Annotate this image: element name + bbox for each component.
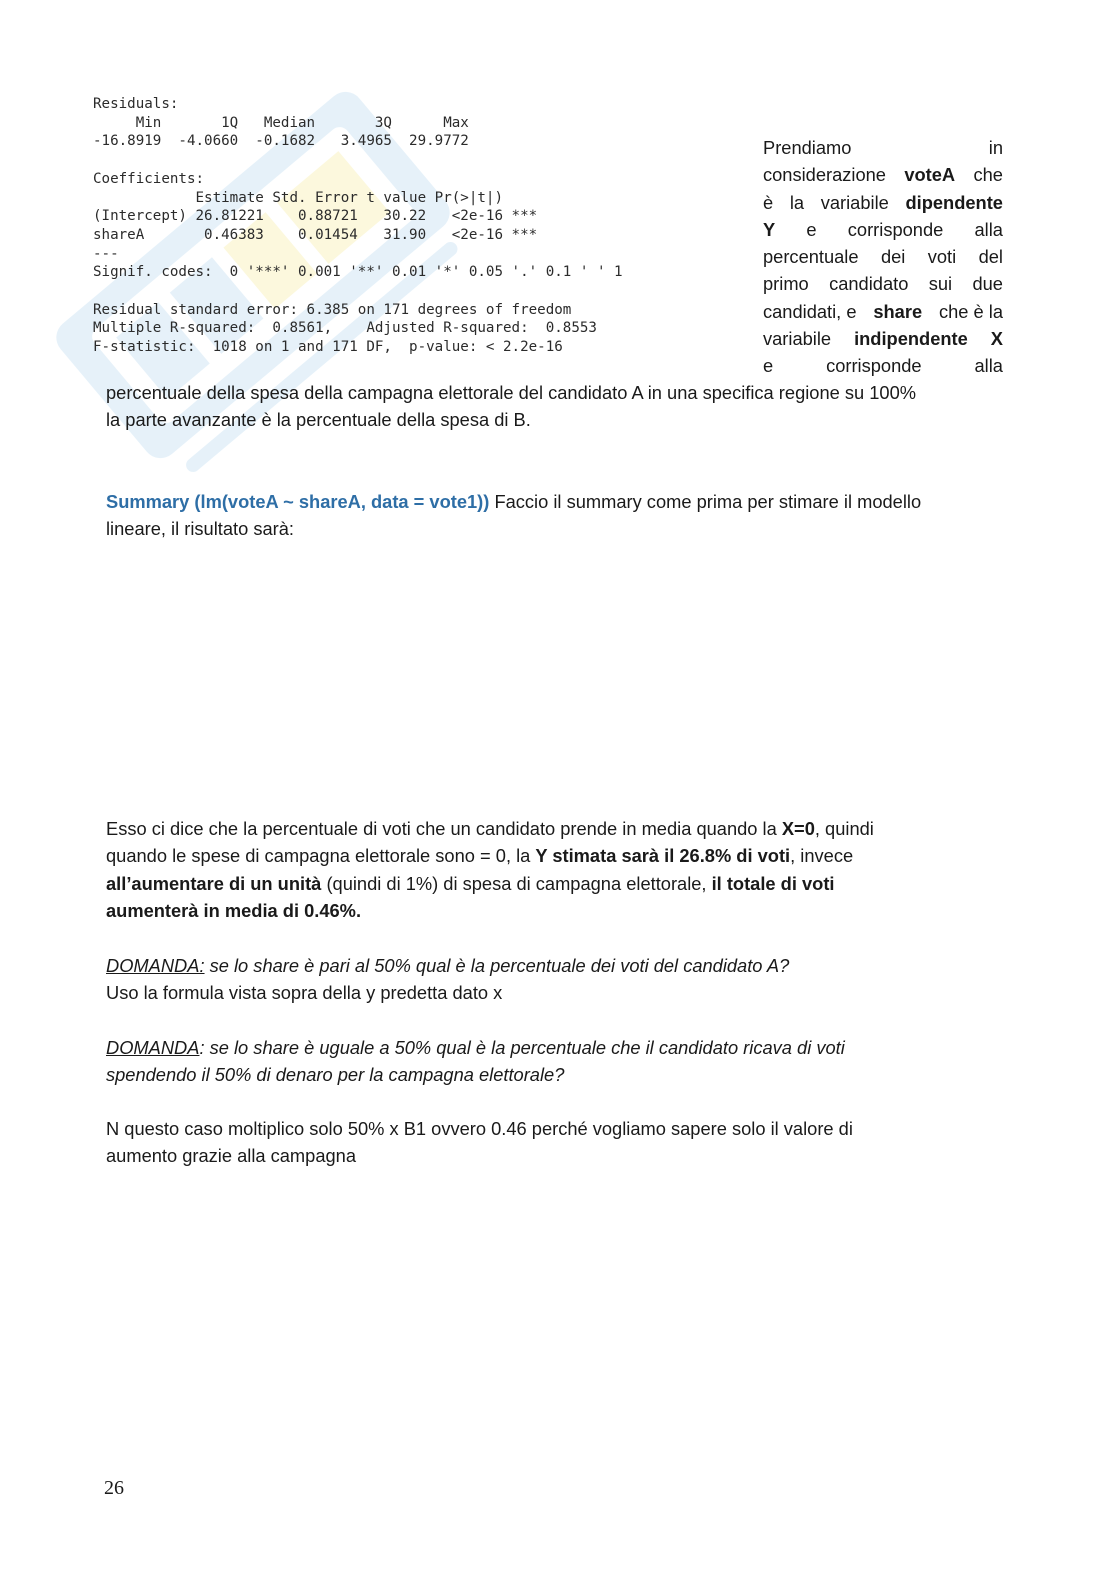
text: sui	[928, 273, 953, 295]
text-line: N questo caso moltiplico solo 50% x B1 ovvero 0.46 perché vogliamo sapere solo il valore di	[106, 1118, 853, 1139]
text: Faccio il summary come prima per stimare il modello	[489, 491, 922, 512]
emphasis: Y stimata sarà il 26.8% di voti	[535, 845, 791, 867]
term-indipendente: indipendente	[854, 328, 968, 350]
r-output-line: Signif. codes: 0 '***' 0.001 '**' 0.01 '*' 0.05 '.' 0.1 ' ' 1	[93, 264, 623, 281]
r-output-line: Residuals:	[93, 96, 179, 112]
text: alla	[974, 218, 1003, 240]
question-text: se lo share è pari al 50% qual è la percentuale dei voti del candidato A?	[204, 955, 790, 976]
text: e	[763, 355, 774, 377]
r-output-line: Residual standard error: 6.385 on 171 degrees of freedom	[93, 301, 572, 318]
intro-paragraph-column	[763, 134, 1003, 380]
text: la	[789, 191, 805, 213]
text: considerazione	[763, 164, 886, 186]
text: percentuale	[763, 246, 859, 268]
text: che	[973, 164, 1003, 186]
emphasis: X=0	[781, 818, 815, 839]
answer-2-paragraph	[106, 1115, 1004, 1170]
r-output-line: Multiple R-squared: 0.8561, Adjusted R-squared: 0.8553	[93, 320, 597, 337]
emphasis: aumenterà in media di 0.46%.	[106, 899, 362, 921]
term-dipendente: dipendente	[905, 191, 1003, 213]
text-line: aumento grazie alla campagna	[106, 1145, 357, 1167]
text: variabile	[820, 191, 889, 213]
text: dei	[880, 246, 906, 268]
term-voteA: voteA	[904, 164, 956, 186]
text: e	[806, 218, 817, 240]
emphasis: il totale di voti	[711, 872, 835, 894]
r-output-line: (Intercept) 26.81221 0.88721 30.22 <2e-16 ***	[93, 208, 538, 225]
text: candidati, e	[763, 300, 857, 322]
text: , quindi	[814, 818, 874, 839]
r-output-line: Min 1Q Median 3Q Max	[93, 114, 469, 131]
r-output-line: shareA 0.46383 0.01454 31.90 <2e-16 ***	[93, 226, 538, 243]
emphasis: all’aumentare di un unità	[106, 872, 322, 894]
text: Esso ci dice che la percentuale di voti che un candidato prende in media quando la	[106, 818, 782, 839]
question-1	[106, 952, 1004, 1007]
text: Prendiamo	[763, 137, 852, 158]
text: in	[988, 137, 1003, 158]
text: primo	[763, 273, 809, 295]
question-label: DOMANDA:	[106, 955, 205, 976]
text: alla	[974, 355, 1003, 377]
term-Y: Y	[763, 218, 776, 240]
text: variabile	[763, 328, 832, 350]
text-line: percentuale della spesa della campagna elettorale del candidato A in una specifica regione su 100%	[106, 382, 917, 403]
r-output-line: Coefficients:	[93, 170, 205, 187]
text: due	[972, 273, 1003, 295]
text-line: la parte avanzante è la percentuale della spesa di B.	[106, 409, 531, 431]
term-share: share	[873, 300, 923, 322]
term-X: X	[990, 328, 1003, 350]
interpretation-paragraph	[106, 815, 1004, 924]
intro-paragraph-continuation	[106, 379, 1004, 434]
question-text: spendendo il 50% di denaro per la campagna elettorale?	[106, 1064, 565, 1086]
r-code-snippet: Summary (lm(voteA ~ shareA, data = vote1))	[106, 491, 490, 512]
text: che è la	[938, 300, 1003, 322]
r-output-line: ---	[93, 245, 119, 262]
text-line: lineare, il risultato sarà:	[106, 518, 294, 540]
r-regression-output	[93, 95, 743, 357]
text: , invece	[790, 845, 854, 867]
r-output-line: F-statistic: 1018 on 1 and 171 DF, p-value: < 2.2e-16	[93, 339, 563, 356]
text: è	[763, 191, 774, 213]
text: corrisponde	[826, 355, 922, 377]
r-output-line: Estimate Std. Error t value Pr(>|t|)	[93, 189, 503, 206]
text: del	[978, 246, 1003, 268]
answer-text: Uso la formula vista sopra della y predetta dato x	[106, 982, 503, 1004]
question-text: : se lo share è uguale a 50% qual è la percentuale che il candidato ricava di voti	[199, 1037, 845, 1058]
text: corrisponde	[847, 218, 944, 240]
text: quando le spese di campagna elettorale sono = 0, la	[106, 845, 536, 867]
text: voti	[927, 246, 957, 268]
question-label: DOMANDA	[106, 1037, 200, 1058]
question-2	[106, 1034, 1004, 1089]
text: candidato	[829, 273, 909, 295]
r-output-line: -16.8919 -4.0660 -0.1682 3.4965 29.9772	[93, 133, 469, 150]
text: (quindi di 1%) di spesa di campagna elettorale,	[321, 872, 712, 894]
page-number: 26	[104, 1477, 124, 1499]
summary-paragraph	[106, 488, 1004, 543]
